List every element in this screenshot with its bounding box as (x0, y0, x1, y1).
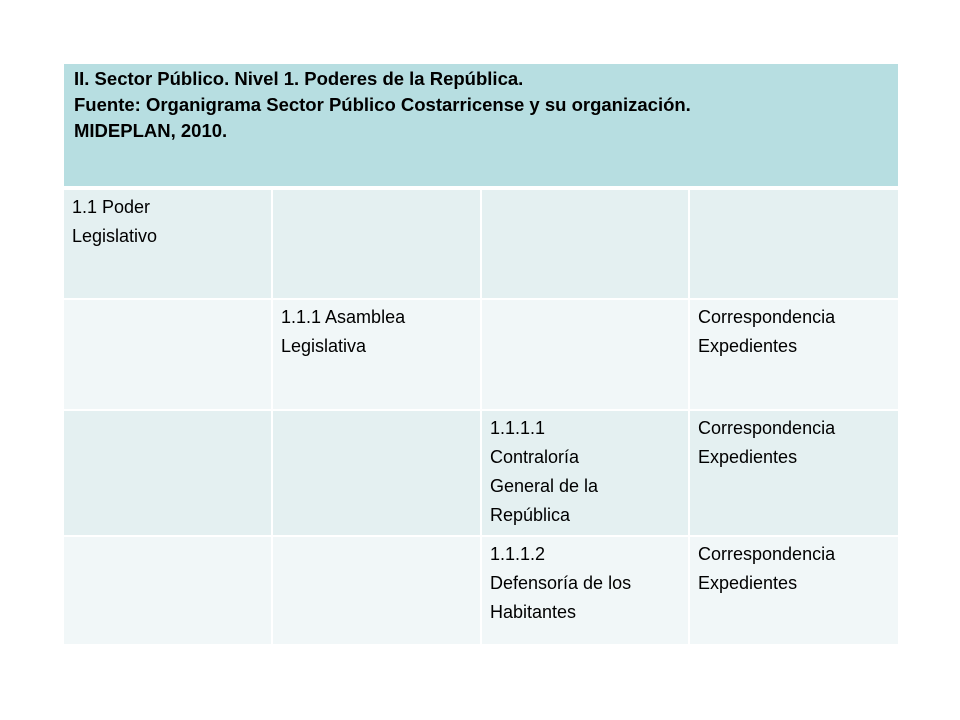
table-row (64, 188, 898, 299)
table-cell (689, 299, 898, 410)
cell-line: Legislativa (281, 336, 367, 356)
table-row (64, 410, 898, 536)
table-cell (689, 188, 898, 299)
cell-line: Defensoría de los (490, 573, 632, 593)
header-source-continued: MIDEPLAN, 2010. (74, 120, 228, 141)
cell-line: Contraloría (490, 447, 580, 467)
table-cell (64, 536, 272, 644)
cell-line: Correspondencia (698, 418, 836, 438)
table-header-row (64, 64, 898, 188)
cell-line: General de la (490, 476, 599, 496)
table-cell (64, 299, 272, 410)
header-title: II. Sector Público. Nivel 1. Poderes de la República. (74, 68, 524, 89)
table-cell (689, 536, 898, 644)
cell-line: Correspondencia (698, 307, 836, 327)
cell-line: 1.1.1.2 (490, 544, 546, 564)
cell-line: 1.1 Poder (72, 197, 151, 217)
cell-line: Expedientes (698, 336, 798, 356)
cell-line: Legislativo (72, 226, 158, 246)
table-header (64, 64, 898, 188)
cell-line: Expedientes (698, 447, 798, 467)
table-cell (272, 536, 481, 644)
cell-line: Correspondencia (698, 544, 836, 564)
table-cell (272, 410, 481, 536)
cell-line: Habitantes (490, 602, 577, 622)
table-cell (64, 410, 272, 536)
table-row (64, 299, 898, 410)
table-cell (64, 188, 272, 299)
organization-table (64, 64, 898, 644)
table-cell (481, 188, 689, 299)
table-cell (272, 188, 481, 299)
table-cell (272, 299, 481, 410)
cell-line: República (490, 505, 571, 525)
cell-line: 1.1.1 Asamblea (281, 307, 406, 327)
table-cell (481, 410, 689, 536)
table-cell (481, 299, 689, 410)
table-cell (689, 410, 898, 536)
cell-line: 1.1.1.1 (490, 418, 546, 438)
header-source: Fuente: Organigrama Sector Público Costarricense y su organización. (74, 94, 691, 115)
table-cell (481, 536, 689, 644)
table-row (64, 536, 898, 644)
cell-line: Expedientes (698, 573, 798, 593)
